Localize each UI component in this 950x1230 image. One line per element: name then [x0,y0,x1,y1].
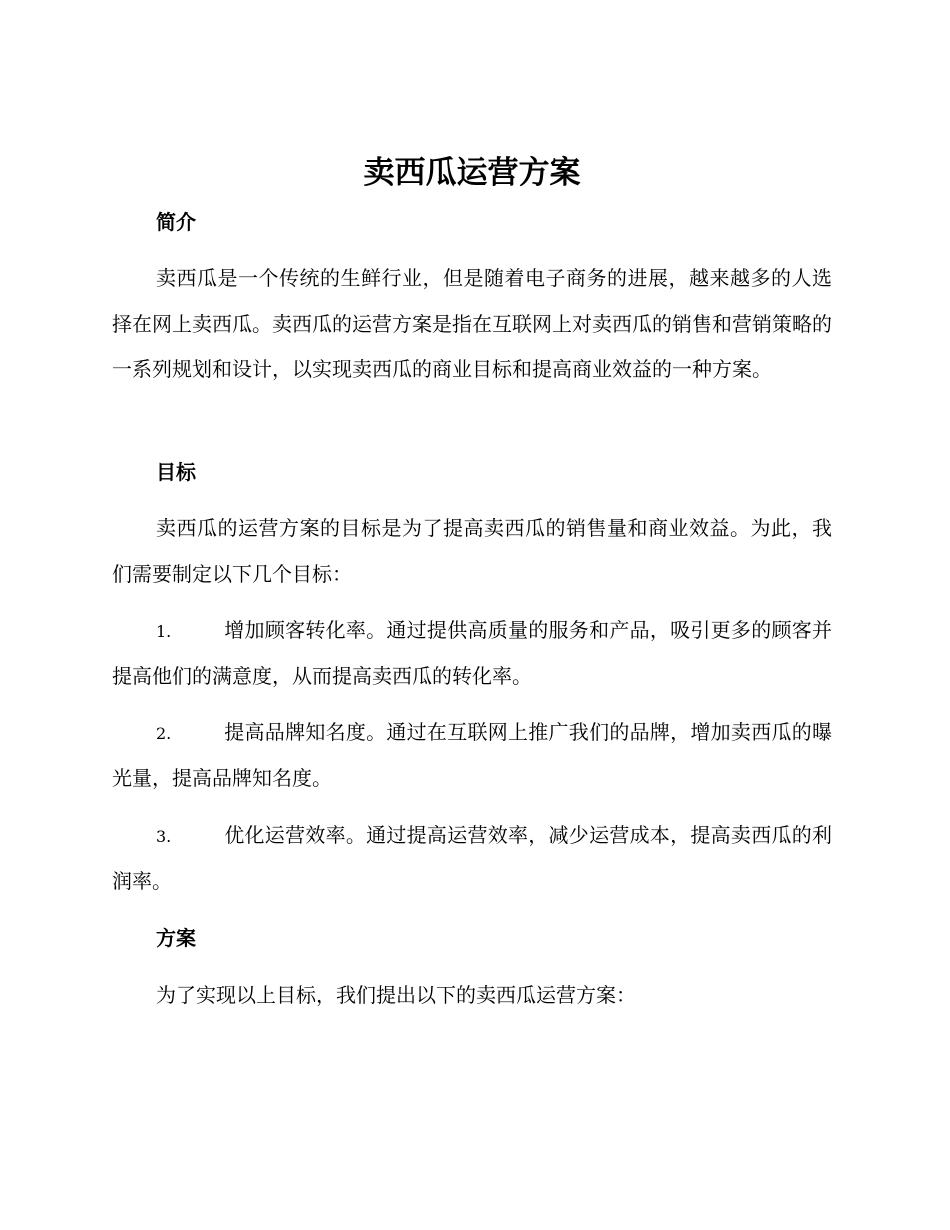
list-item-text: 提高品牌知名度。通过在互联网上推广我们的品牌，增加卖西瓜的曝光量，提高品牌知名度。 [112,720,832,790]
section-heading-goals: 目标 [156,460,196,484]
list-number: 3. [156,827,172,846]
list-number: 1. [156,622,172,641]
list-number: 2. [156,724,172,743]
section-heading-intro: 简介 [156,210,196,234]
plan-paragraph: 为了实现以上目标，我们提出以下的卖西瓜运营方案： [156,983,636,1007]
intro-paragraph: 卖西瓜是一个传统的生鲜行业，但是随着电子商务的进展，越来越多的人选择在网上卖西瓜。卖西瓜的运营方案是指在互联网上对卖西瓜的销售和营销策略的一系列规划和设计，以实现卖西瓜的商业目标和提高商业效益的一种方案。 [112,266,832,381]
document-title: 卖西瓜运营方案 [363,155,581,191]
list-item-text: 增加顾客转化率。通过提供高质量的服务和产品，吸引更多的顾客并提高他们的满意度，从而提高卖西瓜的转化率。 [112,618,832,688]
goal-list-item [112,608,832,699]
goal-list-item [112,710,832,801]
section-heading-plan: 方案 [156,926,196,950]
goal-list-item [112,813,832,904]
goals-paragraph: 卖西瓜的运营方案的目标是为了提高卖西瓜的销售量和商业效益。为此，我们需要制定以下几个目标： [112,516,832,586]
list-item-text: 优化运营效率。通过提高运营效率，减少运营成本，提高卖西瓜的利润率。 [112,823,832,893]
